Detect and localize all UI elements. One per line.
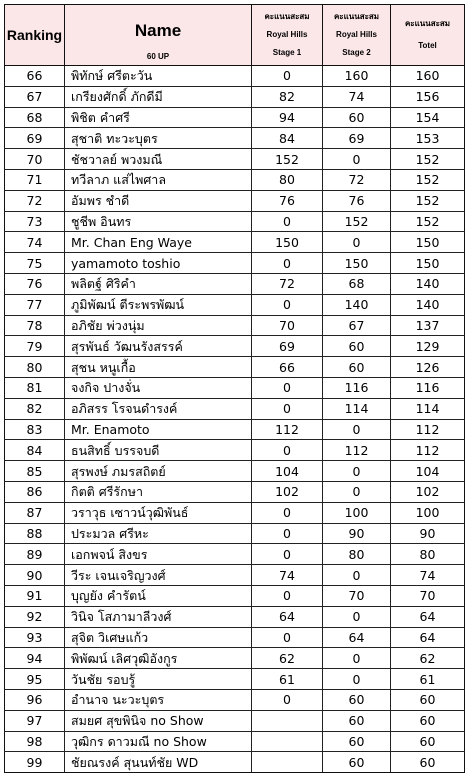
total-points-cell: 126 [391,357,465,378]
player-name-cell: จงกิจ ปางจั่น [65,377,252,398]
rank-cell: 96 [5,689,65,710]
table-row [5,544,465,565]
rank-cell: 67 [5,86,65,107]
total-points-cell: 70 [391,585,465,606]
rank-cell: 88 [5,523,65,544]
total-points-cell: 152 [391,149,465,170]
stage2-points-cell: 0 [323,149,391,170]
player-name-cell: พลิตฐ์ ศิริคำ [65,273,252,294]
total-points-cell: 74 [391,565,465,586]
rank-cell: 78 [5,315,65,336]
player-name-cell: ทวีลาภ แส่ไพศาล [65,169,252,190]
player-name-cell: สุรพันธ์ วัฒนรังสรรค์ [65,336,252,357]
ranking-header: Ranking [5,5,65,66]
player-name-cell: วุฒิกร ดาวมณี no Show [65,731,252,752]
table-row [5,710,465,731]
stage2-points-cell: 64 [323,627,391,648]
table-row [5,669,465,690]
table-row [5,66,465,87]
total-points-cell: 61 [391,669,465,690]
table-row [5,585,465,606]
stage2-points-cell: 76 [323,190,391,211]
table-row [5,419,465,440]
total-points-cell: 62 [391,648,465,669]
stage1-points-cell: 104 [252,461,323,482]
stage2-points-cell: 0 [323,669,391,690]
player-name-cell: อำนาจ นะวะบุตร [65,689,252,710]
stage1-points-cell: 0 [252,440,323,461]
stage1-header [252,5,323,66]
total-points-cell: 60 [391,689,465,710]
stage1-points-cell: 72 [252,273,323,294]
stage1-header-course: Royal Hills [266,30,308,39]
rank-cell: 71 [5,169,65,190]
table-row [5,294,465,315]
rank-cell: 72 [5,190,65,211]
table-row [5,731,465,752]
table-row [5,232,465,253]
player-name-cell: ชูชีพ อินทร [65,211,252,232]
stage1-points-cell: 0 [252,585,323,606]
table-row [5,336,465,357]
stage1-points-cell: 150 [252,232,323,253]
rank-cell: 91 [5,585,65,606]
rank-cell: 75 [5,253,65,274]
total-header-title: คะแนนสะสม [404,19,451,28]
stage1-points-cell: 0 [252,377,323,398]
table-row [5,752,465,773]
stage2-points-cell: 80 [323,544,391,565]
table-row [5,689,465,710]
table-row [5,315,465,336]
stage2-header-title: คะแนนสะสม [333,12,380,21]
stage2-points-cell: 68 [323,273,391,294]
rank-cell: 83 [5,419,65,440]
stage2-points-cell: 100 [323,502,391,523]
player-name-cell: พิพัฒน์ เลิศวุฒิอังกูร [65,648,252,669]
stage2-points-cell: 0 [323,565,391,586]
stage1-points-cell: 66 [252,357,323,378]
stage2-points-cell: 70 [323,585,391,606]
table-row [5,606,465,627]
stage2-header-course: Royal Hills [336,30,377,39]
table-row [5,440,465,461]
stage1-points-cell: 94 [252,107,323,128]
name-header [65,5,252,66]
stage1-points-cell [252,731,323,752]
stage1-points-cell: 112 [252,419,323,440]
stage2-points-cell: 0 [323,606,391,627]
stage1-points-cell: 0 [252,627,323,648]
stage1-points-cell: 84 [252,128,323,149]
player-name-cell: อัมพร ชำดี [65,190,252,211]
stage2-points-cell: 60 [323,357,391,378]
table-row [5,107,465,128]
stage1-header-title: คะแนนสะสม [264,12,310,21]
total-points-cell: 152 [391,169,465,190]
player-name-cell: พิชิต คำศรี [65,107,252,128]
stage2-header-label: Stage 2 [342,48,371,57]
total-header [391,5,465,66]
player-name-cell: ชัยณรงค์ สุนนท์ชัย WD [65,752,252,773]
stage2-points-cell: 0 [323,461,391,482]
rank-cell: 99 [5,752,65,773]
stage2-points-cell: 69 [323,128,391,149]
table-row [5,523,465,544]
player-name-cell: บุญยัง คำรัตน์ [65,585,252,606]
stage2-header [323,5,391,66]
ranking-table [4,4,465,773]
total-points-cell: 137 [391,315,465,336]
player-name-cell: ภูมิพัฒน์ ตีระพรพัฒน์ [65,294,252,315]
total-points-cell: 129 [391,336,465,357]
total-points-cell: 116 [391,377,465,398]
stage1-points-cell: 70 [252,315,323,336]
stage1-points-cell: 0 [252,544,323,565]
stage1-points-cell: 0 [252,398,323,419]
total-points-cell: 90 [391,523,465,544]
total-points-cell: 140 [391,273,465,294]
stage2-points-cell: 0 [323,419,391,440]
player-name-cell: กิตติ ศรีรักษา [65,481,252,502]
category-label: 60 UP [146,52,170,61]
total-points-cell: 64 [391,606,465,627]
table-row [5,461,465,482]
stage1-points-cell [252,710,323,731]
player-name-cell: วินิจ โสภามาลีวงศ์ [65,606,252,627]
table-row [5,648,465,669]
player-name-cell: เอกพจน์ สิงขร [65,544,252,565]
stage1-points-cell: 152 [252,149,323,170]
player-name-cell: เกรียงศักดิ์ ภักดีมี [65,86,252,107]
table-row [5,128,465,149]
player-name-cell: สุรพงษ์ ภมรสถิตย์ [65,461,252,482]
player-name-cell: ธนสิทธิ์ บรรจบดี [65,440,252,461]
player-name-cell: พิทักษ์ ศรีตะวัน [65,66,252,87]
total-points-cell: 150 [391,253,465,274]
stage2-points-cell: 114 [323,398,391,419]
table-row [5,398,465,419]
total-points-cell: 112 [391,440,465,461]
stage2-points-cell: 90 [323,523,391,544]
ranking-sheet [4,4,464,773]
stage1-points-cell: 0 [252,523,323,544]
table-row [5,211,465,232]
header-row [5,5,465,66]
rank-cell: 82 [5,398,65,419]
total-points-cell: 60 [391,752,465,773]
rank-cell: 94 [5,648,65,669]
rank-cell: 86 [5,481,65,502]
player-name-cell: อภิชัย พ่วงนุ่ม [65,315,252,336]
player-name-cell: ประมวล ศรีหะ [65,523,252,544]
total-points-cell: 154 [391,107,465,128]
rank-cell: 97 [5,710,65,731]
table-row [5,565,465,586]
stage2-points-cell: 60 [323,336,391,357]
rank-cell: 79 [5,336,65,357]
player-name-cell: อภิสรร โรจนดำรงค์ [65,398,252,419]
rank-cell: 87 [5,502,65,523]
table-row [5,627,465,648]
ranking-rows [5,66,465,773]
stage2-points-cell: 0 [323,232,391,253]
stage2-points-cell: 60 [323,731,391,752]
stage1-points-cell: 0 [252,66,323,87]
stage1-points-cell: 69 [252,336,323,357]
total-points-cell: 152 [391,190,465,211]
table-row [5,502,465,523]
stage2-points-cell: 60 [323,752,391,773]
table-row [5,86,465,107]
stage1-points-cell: 0 [252,211,323,232]
total-points-cell: 152 [391,211,465,232]
stage2-points-cell: 60 [323,107,391,128]
stage2-points-cell: 112 [323,440,391,461]
player-name-cell: yamamoto toshio [65,253,252,274]
rank-cell: 92 [5,606,65,627]
stage1-points-cell: 0 [252,294,323,315]
player-name-cell: สุชาติ ทะวะบุตร [65,128,252,149]
table-row [5,149,465,170]
rank-cell: 73 [5,211,65,232]
table-row [5,273,465,294]
total-points-cell: 112 [391,419,465,440]
rank-cell: 81 [5,377,65,398]
player-name-cell: วีระ เจนเจริญวงศ์ [65,565,252,586]
rank-cell: 95 [5,669,65,690]
stage2-points-cell: 0 [323,648,391,669]
total-points-cell: 104 [391,461,465,482]
stage1-points-cell: 102 [252,481,323,502]
stage2-points-cell: 160 [323,66,391,87]
stage2-points-cell: 60 [323,710,391,731]
table-row [5,169,465,190]
rank-cell: 74 [5,232,65,253]
player-name-cell: สุชน หนูเกื้อ [65,357,252,378]
stage1-points-cell: 76 [252,190,323,211]
player-name-cell: สุจิต วิเศษแก้ว [65,627,252,648]
player-name-cell: Mr. Enamoto [65,419,252,440]
stage1-points-cell: 0 [252,253,323,274]
table-row [5,377,465,398]
rank-cell: 66 [5,66,65,87]
total-points-cell: 60 [391,710,465,731]
stage1-points-cell: 80 [252,169,323,190]
player-name-cell: ชัชวาลย์ พวงมณี [65,149,252,170]
total-points-cell: 160 [391,66,465,87]
total-header-label: Totel [418,41,437,50]
name-header-title: Name [134,21,182,40]
total-points-cell: 114 [391,398,465,419]
total-points-cell: 100 [391,502,465,523]
stage2-points-cell: 0 [323,481,391,502]
total-points-cell: 102 [391,481,465,502]
total-points-cell: 80 [391,544,465,565]
stage1-points-cell: 61 [252,669,323,690]
stage1-points-cell [252,752,323,773]
stage1-points-cell: 62 [252,648,323,669]
total-points-cell: 64 [391,627,465,648]
stage1-points-cell: 0 [252,689,323,710]
table-row [5,481,465,502]
total-points-cell: 156 [391,86,465,107]
rank-cell: 93 [5,627,65,648]
stage2-points-cell: 72 [323,169,391,190]
table-row [5,253,465,274]
rank-cell: 68 [5,107,65,128]
stage1-points-cell: 0 [252,502,323,523]
rank-cell: 69 [5,128,65,149]
rank-cell: 80 [5,357,65,378]
stage1-header-label: Stage 1 [272,48,302,57]
player-name-cell: สมยศ สุขพินิจ no Show [65,710,252,731]
rank-cell: 85 [5,461,65,482]
stage2-points-cell: 60 [323,689,391,710]
rank-cell: 89 [5,544,65,565]
rank-cell: 84 [5,440,65,461]
rank-cell: 70 [5,149,65,170]
table-row [5,357,465,378]
rank-cell: 98 [5,731,65,752]
stage2-points-cell: 116 [323,377,391,398]
stage2-points-cell: 152 [323,211,391,232]
stage1-points-cell: 74 [252,565,323,586]
stage2-points-cell: 67 [323,315,391,336]
player-name-cell: Mr. Chan Eng Waye [65,232,252,253]
stage2-points-cell: 150 [323,253,391,274]
total-points-cell: 140 [391,294,465,315]
stage1-points-cell: 82 [252,86,323,107]
total-points-cell: 153 [391,128,465,149]
stage1-points-cell: 64 [252,606,323,627]
rank-cell: 90 [5,565,65,586]
total-points-cell: 150 [391,232,465,253]
rank-cell: 76 [5,273,65,294]
player-name-cell: วราวุธ เซาวน์วุฒิพันธ์ [65,502,252,523]
player-name-cell: วันชัย รอบรู้ [65,669,252,690]
stage2-points-cell: 140 [323,294,391,315]
total-points-cell: 60 [391,731,465,752]
rank-cell: 77 [5,294,65,315]
stage2-points-cell: 74 [323,86,391,107]
table-row [5,190,465,211]
